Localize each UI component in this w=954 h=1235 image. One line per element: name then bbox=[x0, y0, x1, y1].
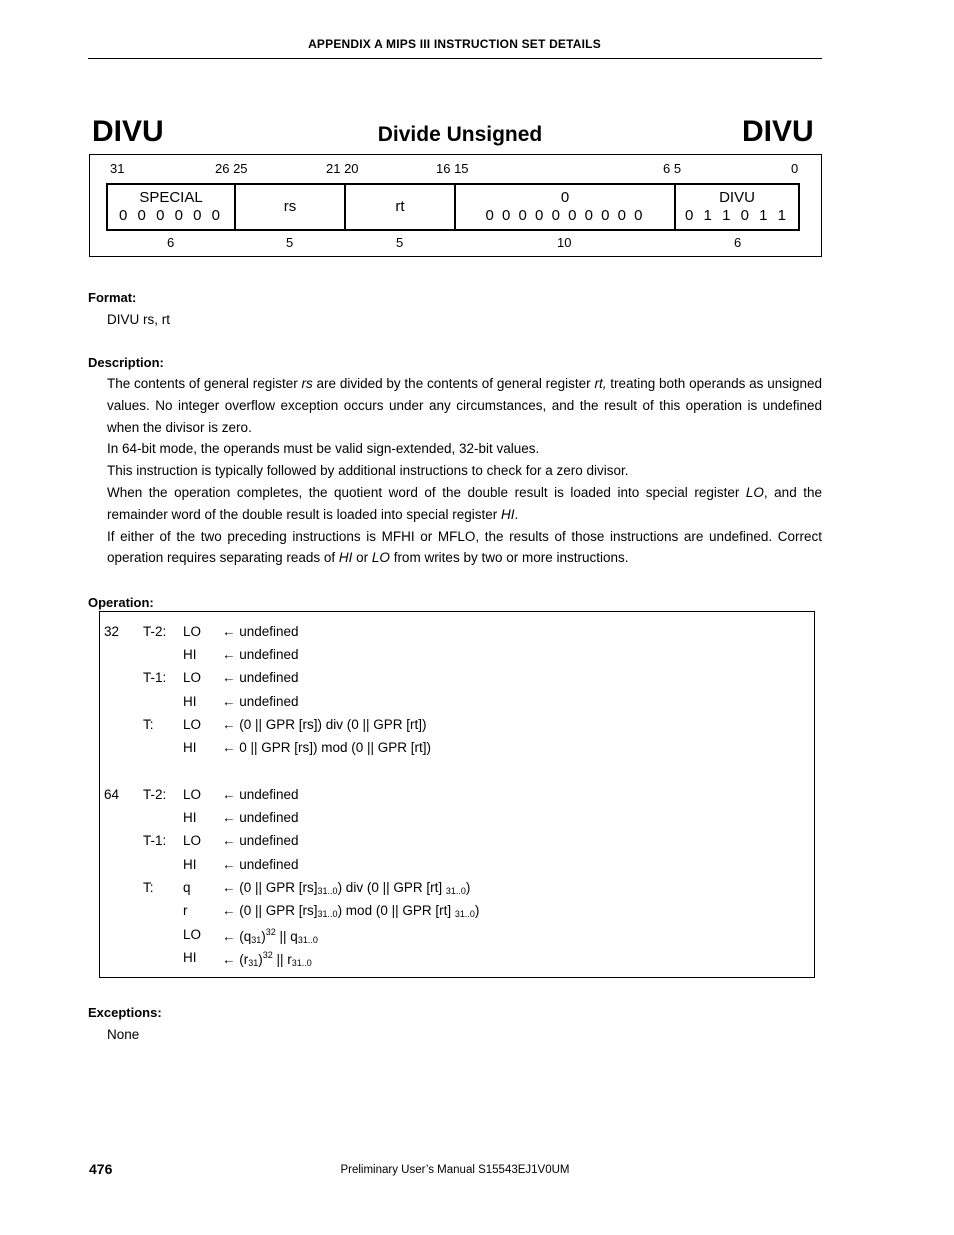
format-heading: Format: bbox=[88, 290, 137, 305]
field-bits: 0 1 1 0 1 1 bbox=[685, 207, 789, 224]
field-bits: 0 0 0 0 0 0 0 0 0 0 bbox=[485, 207, 645, 224]
bit-label: 0 bbox=[791, 161, 799, 176]
op-expr: ← undefined bbox=[222, 624, 299, 639]
field-name: SPECIAL bbox=[139, 189, 203, 206]
mnemonic-right: DIVU bbox=[742, 115, 814, 148]
op-reg: LO bbox=[183, 833, 202, 848]
op-reg: HI bbox=[183, 857, 197, 872]
op-reg: q bbox=[183, 880, 191, 895]
field-name: DIVU bbox=[719, 189, 755, 206]
op-reg: LO bbox=[183, 670, 202, 685]
field-rs bbox=[234, 185, 344, 229]
op-reg: HI bbox=[183, 740, 197, 755]
op-reg: HI bbox=[183, 950, 197, 965]
field-name: rs bbox=[283, 198, 297, 215]
field-width: 10 bbox=[557, 235, 572, 250]
running-header: APPENDIX A MIPS III INSTRUCTION SET DETAILS bbox=[308, 37, 601, 51]
description-paragraph: The contents of general register rs are divided by the contents of general register rt, treating both operands as unsigned values. No integer overflow exception occurs under any circumstances, and the result of this operation is undefined when the divisor is zero. bbox=[107, 376, 823, 435]
header-rule bbox=[88, 58, 822, 59]
field-zero bbox=[454, 185, 674, 229]
bit-label: 21 20 bbox=[326, 161, 359, 176]
field-width: 5 bbox=[286, 235, 294, 250]
op-reg: LO bbox=[183, 717, 202, 732]
op-expr: ← undefined bbox=[222, 670, 299, 685]
op-expr: ← undefined bbox=[222, 857, 299, 872]
op-mode: 64 bbox=[104, 787, 120, 802]
op-expr: ← (0 || GPR [rs]) div (0 || GPR [rt]) bbox=[222, 717, 427, 732]
bit-label: 6 5 bbox=[663, 161, 682, 176]
field-name: rt bbox=[395, 198, 405, 215]
op-expr: ← undefined bbox=[222, 787, 299, 802]
field-width: 5 bbox=[396, 235, 404, 250]
bit-label: 31 bbox=[110, 161, 125, 176]
op-expr: ← 0 || GPR [rs]) mod (0 || GPR [rt]) bbox=[222, 740, 432, 755]
field-divu bbox=[674, 185, 800, 229]
op-reg: r bbox=[183, 903, 188, 918]
op-reg: HI bbox=[183, 810, 197, 825]
description-paragraph: This instruction is typically followed by additional instructions to check for a zero divisor. bbox=[107, 463, 629, 479]
op-reg: HI bbox=[183, 647, 197, 662]
operation-heading: Operation: bbox=[88, 595, 154, 610]
op-expr-q: ← (0 || GPR $[rs]_{31..0}$) div (0 || GPR [rt] $_{31..0}$) bbox=[222, 880, 471, 896]
description-paragraph: In 64-bit mode, the operands must be valid sign-extended, 32-bit values. bbox=[107, 441, 540, 457]
exceptions-text: None bbox=[107, 1027, 140, 1042]
op-time: T: bbox=[143, 880, 154, 895]
format-text: DIVU rs, rt bbox=[107, 312, 170, 327]
field-name: 0 bbox=[560, 189, 570, 206]
footer-manual: Preliminary User’s Manual S15543EJ1V0UM bbox=[340, 1164, 570, 1176]
op-expr-lo: ← $(q_{31})^{32}$ || $q_{31..0}$ bbox=[222, 927, 318, 945]
op-expr-hi: ← $(r_{31})^{32}$ || $r_{31..0}$ bbox=[222, 950, 312, 968]
op-time: T: bbox=[143, 717, 154, 732]
bit-label: 26 25 bbox=[215, 161, 248, 176]
op-expr: ← undefined bbox=[222, 833, 299, 848]
page-title: Divide Unsigned bbox=[377, 123, 543, 146]
op-expr: ← undefined bbox=[222, 647, 299, 662]
description-paragraph: When the operation completes, the quotient word of the double result is loaded into special register LO, and the remainder word of the double result is loaded into special register HI. bbox=[107, 484, 822, 522]
field-bits: 0 0 0 0 0 0 bbox=[119, 207, 223, 224]
field-special bbox=[106, 185, 234, 229]
op-mode: 32 bbox=[104, 624, 120, 639]
op-time: T-2: bbox=[143, 624, 167, 639]
description-heading: Description: bbox=[88, 355, 164, 370]
field-width: 6 bbox=[167, 235, 175, 250]
description-body bbox=[107, 373, 822, 569]
exceptions-heading: Exceptions: bbox=[88, 1005, 162, 1020]
op-time: T-1: bbox=[143, 670, 167, 685]
field-rt bbox=[344, 185, 454, 229]
operation-box bbox=[99, 611, 815, 978]
instruction-format-box bbox=[89, 154, 822, 257]
op-time: T-1: bbox=[143, 833, 167, 848]
page-number: 476 bbox=[89, 1161, 113, 1177]
op-reg: HI bbox=[183, 694, 197, 709]
op-expr-r: ← (0 || GPR $[rs]_{31..0}$) mod (0 || GPR [rt] $_{31..0}$) bbox=[222, 903, 480, 919]
encoding-fields bbox=[106, 183, 800, 231]
bit-label: 16 15 bbox=[436, 161, 469, 176]
op-expr: ← undefined bbox=[222, 810, 299, 825]
description-paragraph: If either of the two preceding instructions is MFHI or MFLO, the results of those instructions are undefined. Correct operation requires separating reads of HI or LO from writes by two or more instructions. bbox=[107, 528, 822, 566]
op-reg: LO bbox=[183, 787, 202, 802]
mnemonic-left: DIVU bbox=[92, 115, 164, 148]
op-reg: LO bbox=[183, 927, 202, 942]
op-reg: LO bbox=[183, 624, 202, 639]
field-width: 6 bbox=[734, 235, 742, 250]
op-expr: ← undefined bbox=[222, 694, 299, 709]
op-time: T-2: bbox=[143, 787, 167, 802]
